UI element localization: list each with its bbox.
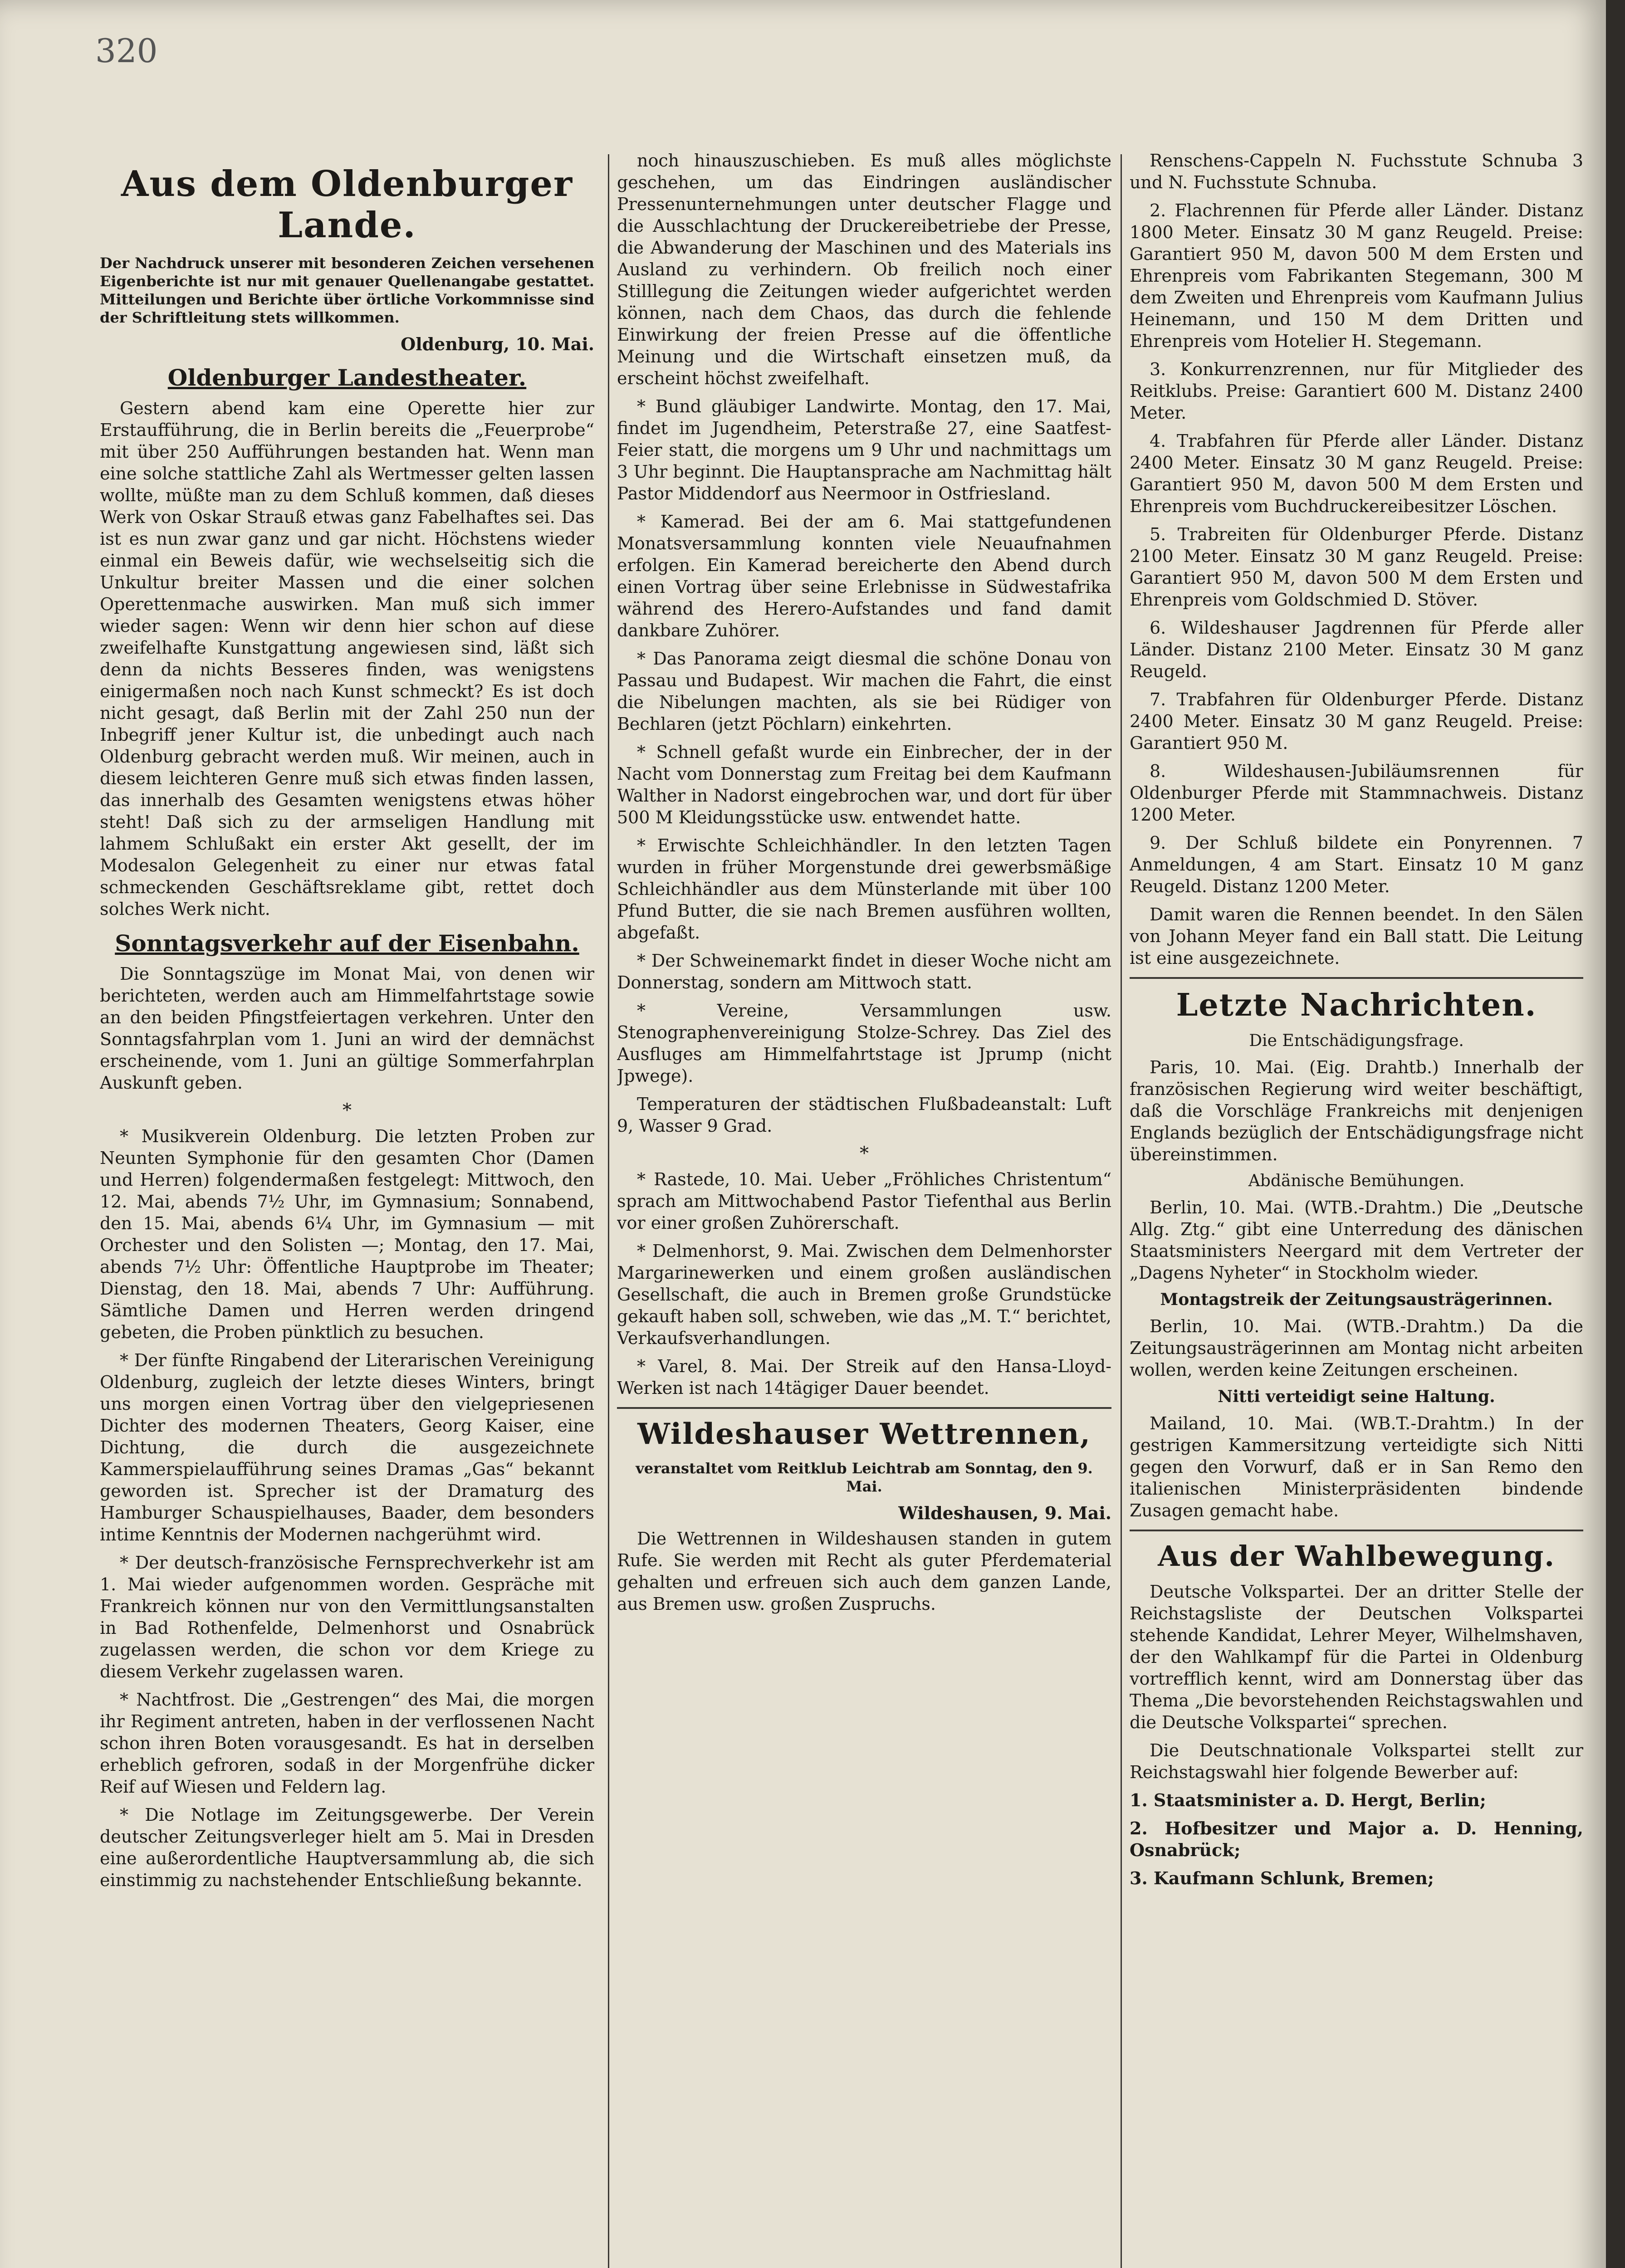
race-item: 6. Wildeshauser Jagdrennen für Pferde aller Länder. Distanz 2100 Meter. Einsatz 30 M ganz Reugeld. xyxy=(1130,618,1583,681)
column-2 xyxy=(617,150,1111,2268)
nitti-article: Mailand, 10. Mai. (WB.T.-Drahtm.) In der gestrigen Kammersitzung verteidigte sich Nitti gegen den Vorwurf, daß er in San Remo den italienischen Ministerpräsidenten bindende Zusagen gemacht habe. xyxy=(1130,1413,1583,1520)
separator-asterisk: * xyxy=(860,1143,869,1164)
candidate-item: 3. Kaufmann Schlunk, Bremen; xyxy=(1130,1868,1434,1888)
race-item: 5. Trabreiten für Oldenburger Pferde. Distanz 2100 Meter. Einsatz 30 M ganz Reugeld. Preise: Garantiert 950 M, davon 500 M dem Ersten und Ehrenpreis vom Goldschmied D. Stöver. xyxy=(1130,524,1583,610)
race-item: 2. Flachrennen für Pferde aller Länder. Distanz 1800 Meter. Einsatz 30 M ganz Reugeld. Preise: Garantiert 950 M, davon 500 M dem Ersten und Ehrenpreis vom Fabrikanten Stegemann, 300 M dem Zweiten und Ehrenpreis vom Kaufmann Julius Heinemann, und 150 M dem Dritten und Ehrenpreis vom Hotelier H. Stegemann. xyxy=(1130,200,1583,351)
frost-article: * Nachtfrost. Die „Gestrengen“ des Mai, die morgen ihr Regiment antreten, haben in der verflossenen Nacht schon ihren Boten vorausgesandt. Es hat in derselben erheblich gefroren, sodaß in der Morgenfrühe dicker Reif auf Wiesen und Feldern lag. xyxy=(100,1690,594,1797)
latest-news-heading: Letzte Nachrichten. xyxy=(1176,987,1537,1023)
rastede-article: * Rastede, 10. Mai. Ueber „Fröhliches Christentum“ sprach am Mittwochabend Pastor Tiefenthal aus Berlin vor einer großen Zuhörerschaft. xyxy=(617,1169,1111,1233)
race-subheading: veranstaltet vom Reitklub Leichtrab am Sonntag, den 9. Mai. xyxy=(636,1460,1093,1495)
newspaper-article-cont: noch hinauszuschieben. Es muß alles möglichste geschehen, um das Eindringen ausländischer Pressenunternehmungen unter deutscher Flagge und die Ausschlachtung der Druckereibetriebe der Presse, die Abwanderung der Maschinen und des Materials ins Ausland zu verhindern. Ob freilich noch einer Stilllegung die Zeitungen wieder aufgerichtet werden können, nach dem Chaos, das durch die fehlende Einwirkung der freien Presse auf die öffentliche Meinung und die Wirtschaft einsetzen muß, da erscheint höchst zweifelhaft. xyxy=(617,151,1111,388)
race-item: 9. Der Schluß bildete ein Ponyrennen. 7 Anmeldungen, 4 am Start. Einsatz 10 M ganz Reugeld. Distanz 1200 Meter. xyxy=(1130,833,1583,896)
book-binding xyxy=(1606,0,1625,2268)
traffic-heading: Sonntagsverkehr auf der Eisenbahn. xyxy=(115,930,579,957)
section-title: Aus dem Oldenburger Lande. xyxy=(121,163,573,246)
race-item: 7. Trabfahren für Oldenburger Pferde. Distanz 2400 Meter. Einsatz 30 M ganz Reugeld. Preise: Garantiert 950 M. xyxy=(1130,689,1583,753)
telephone-article: * Der deutsch-französische Fernsprechverkehr ist am 1. Mai wieder aufgenommen worden. Gespräche mit Frankreich können nur von den Vermittlungsanstalten in Bad Rothenfelde, Delmenhorst und Osnabrück zugelassen werden, die schon vor dem Kriege zu diesem Verkehr zugelassen waren. xyxy=(100,1553,594,1681)
race-item: 8. Wildeshausen-Jubiläumsrennen für Oldenburger Pferde mit Stammnachweis. Distanz 1200 Meter. xyxy=(1130,761,1583,825)
column-rule xyxy=(1121,154,1122,2268)
race-closing: Damit waren die Rennen beendet. In den Sälen von Johann Meyer fand ein Ball statt. Die Leitung ist eine ausgezeichnete. xyxy=(1130,904,1583,968)
candidate-item: 2. Hofbesitzer und Major a. D. Henning, Osnabrück; xyxy=(1130,1818,1583,1860)
race-heading: Wildeshauser Wettrennen, xyxy=(637,1417,1091,1451)
reprint-notice: Der Nachdruck unserer mit besonderen Zeichen versehenen Eigenberichte ist nur mit genauer Quellenangabe gestattet. Mitteilungen und Berichte über örtliche Vorkommnisse sind der Schriftleitung stets willkommen. xyxy=(100,254,594,326)
column-1 xyxy=(100,163,594,2268)
latest-news-subheading: Die Entschädigungsfrage. xyxy=(1249,1031,1464,1050)
election-heading: Aus der Wahlbewegung. xyxy=(1158,1540,1555,1573)
column-3 xyxy=(1130,150,1583,2268)
music-article: * Musikverein Oldenburg. Die letzten Proben zur Neunten Symphonie für den gesamten Chor (Damen und Herren) folgendermaßen festgelegt: Mittwoch, den 12. Mai, abends 7½ Uhr, im Gymnasium; Sonnabend, den 15. Mai, abends 6¼ Uhr, im Gymnasium — mit Orchester und den Solisten —; Montag, den 17. Mai, abends 7½ Uhr: Öffentliche Hauptprobe im Theater; Dienstag, den 18. Mai, abends 7 Uhr: Aufführung. Sämtliche Damen und Herren werden dringend gebeten, die Proben pünktlich zu besuchen. xyxy=(100,1126,594,1342)
race-article: Die Wettrennen in Wildeshausen standen in gutem Rufe. Sie werden mit Recht als guter Pferdematerial gehalten und erfreuen sich auch dem ganzen Lande, aus Bremen usw. großen Zuspruchs. xyxy=(617,1529,1111,1614)
dateline: Oldenburg, 10. Mai. xyxy=(401,334,594,354)
strike-article: Berlin, 10. Mai. (WTB.-Drahtm.) Da die Zeitungsausträgerinnen am Montag nicht arbeiten wollen, werden keine Zeitungen erscheinen. xyxy=(1130,1316,1583,1380)
theater-article: Gestern abend kam eine Operette hier zur Erstaufführung, die in Berlin bereits die „Feuerprobe“ mit über 250 Aufführungen bestanden hat. Wenn man eine solche stattliche Zahl als Wertmesser gelten lassen wollte, müßte man zu dem Schluß kommen, daß dieses Werk von Oskar Strauß etwas ganz Fabelhaftes sei. Das ist es nun zwar ganz und gar nicht. Höchstens wieder einmal ein Beweis dafür, wie wechselseitig sich die Unkultur breiter Massen und die einer solchen Operettenmache auswirken. Man muß sich immer wieder sagen: Wenn wir denn hier schon auf diese zweifelhafte Kunstgattung angewiesen sind, läßt sich denn da nichts Besseres finden, was wenigstens einigermaßen noch nach Kunst schmeckt? Es ist doch nicht gesagt, daß Berlin mit der Zahl 250 nun der Inbegriff jener Kultur ist, die unbedingt auch nach Oldenburg gebracht werden muß. Wir meinen, auch in diesem leichteren Genre muß sich etwas finden lassen, das innerhalb des Gesamten wenigstens etwas höher steht! Daß sich zu der armseligen Handlung mit lahmem Schlußakt ein erster Akt gesellt, der im Modesalon Gelegenheit zu einer nur etwas fatal schmeckenden Geschäftsreklame gibt, rettet doch solches Werk nicht. xyxy=(100,398,594,919)
farmers-article: * Bund gläubiger Landwirte. Montag, den 17. Mai, findet im Jugendheim, Peterstraße 27, eine Saatfest-Feier statt, die morgens um 9 Uhr und nachmittags um 3 Uhr beginnt. Die Hauptansprache am Nachmittag hält Pastor Middendorf aus Neermoor in Ostfriesland. xyxy=(617,396,1111,503)
election-article: Deutsche Volkspartei. Der an dritter Stelle der Reichstagsliste der Deutschen Volkspartei stehende Kandidat, Lehrer Meyer, Wilhelmshaven, der den Wahlkampf für die Partei in Oldenburg vortrefflich kennt, wird am Donnerstag über das Thema „Die bevorstehenden Reichstagswahlen und die Deutsche Volkspartei“ sprechen. xyxy=(1130,1582,1583,1732)
temperature-article: Temperaturen der städtischen Flußbadeanstalt: Luft 9, Wasser 9 Grad. xyxy=(617,1094,1111,1136)
theater-heading: Oldenburger Landestheater. xyxy=(167,364,527,391)
varel-article: * Varel, 8. Mai. Der Streik auf den Hansa-Lloyd-Werken ist nach 14tägiger Dauer beendet. xyxy=(617,1356,1111,1398)
newspaper-article: * Die Notlage im Zeitungsgewerbe. Der Verein deutscher Zeitungsverleger hielt am 5. Mai in Dresden eine außerordentliche Hauptversammlung ab, die sich einstimmig zu nachstehender Entschließung bekannte. xyxy=(100,1805,594,1890)
divider xyxy=(1130,977,1583,979)
ring-article: * Der fünfte Ringabend der Literarischen Vereinigung Oldenburg, zugleich der letzte dieses Winters, bringt uns morgen einen Vortrag über den vielgepriesenen Dichter des modernen Theaters, Georg Kaiser, eine Dichtung, die durch die ausgezeichnete Kammerspielaufführung seines Dramas „Gas“ bekannt geworden ist. Sprecher ist der Dramaturg des Hamburger Schauspielhauses, Baader, dem besonders intime Kenntnis der Modernen nachgerühmt wird. xyxy=(100,1350,594,1545)
smugglers-article: * Erwischte Schleichhändler. In den letzten Tagen wurden in früher Morgenstunde drei gewerbsmäßige Schleichhändler aus dem Münsterlande mit über 100 Pfund Butter, die sie nach Bremen ausführen wollten, abgefaßt. xyxy=(617,836,1111,943)
paris-article: Paris, 10. Mai. (Eig. Drahtb.) Innerhalb der französischen Regierung wird weiter beschäftigt, daß die Vorschläge Frankreichs mit denjenigen Englands bezüglich der Entschädigungsfrage nicht übereinstimmen. xyxy=(1130,1057,1583,1164)
election-list-intro: Die Deutschnationale Volkspartei stellt zur Reichstagswahl hier folgende Bewerber auf: xyxy=(1130,1740,1583,1782)
strike-subheading: Montagstreik der Zeitungsausträgerinnen. xyxy=(1160,1290,1553,1309)
danish-subheading: Abdänische Bemühungen. xyxy=(1248,1172,1465,1190)
race-item: 3. Konkurrenzrennen, nur für Mitglieder des Reitklubs. Preise: Garantiert 600 M. Distanz 2400 Meter. xyxy=(1130,359,1583,423)
page-number: 320 xyxy=(95,32,158,70)
race-dateline: Wildeshausen, 9. Mai. xyxy=(898,1503,1111,1523)
warriors-article: * Kamerad. Bei der am 6. Mai stattgefundenen Monatsversammlung konnten viele Neuaufnahmen erfolgen. Ein Kamerad bereicherte den Abend durch einen Vortrag über seine Erlebnisse in Südwestafrika während des Herero-Aufstandes und fand damit dankbare Zuhörer. xyxy=(617,512,1111,640)
column-rule xyxy=(608,154,609,2268)
delmenhorst-article: * Delmenhorst, 9. Mai. Zwischen dem Delmenhorster Margarinewerken und einem großen ausländischen Gesellschaft, die auch in Bremen große Grundstücke gekauft haben soll, schweben, wie das „M. T.“ berichtet, Verkaufsverhandlungen. xyxy=(617,1241,1111,1348)
separator-asterisk: * xyxy=(343,1100,352,1121)
candidate-item: 1. Staatsminister a. D. Hergt, Berlin; xyxy=(1130,1790,1486,1810)
burglary-article: * Schnell gefaßt wurde ein Einbrecher, der in der Nacht vom Donnerstag zum Freitag bei dem Kaufmann Walther in Nadorst eingebrochen war, und dort für über 500 M Kleidungsstücke usw. entwendet hatte. xyxy=(617,742,1111,827)
nitti-subheading: Nitti verteidigt seine Haltung. xyxy=(1218,1387,1495,1406)
clubs-article: * Vereine, Versammlungen usw. Stenographenvereinigung Stolze-Schrey. Das Ziel des Ausfluges am Himmelfahrtstage ist Jprump (nicht Jpwege). xyxy=(617,1001,1111,1086)
panorama-article: * Das Panorama zeigt diesmal die schöne Donau von Passau und Budapest. Wir machen die Fahrt, die einst die Nibelungen machten, als sie bei Rüdiger von Bechlaren (jetzt Pöchlarn) einkehrten. xyxy=(617,649,1111,734)
berlin-article: Berlin, 10. Mai. (WTB.-Drahtm.) Die „Deutsche Allg. Ztg.“ gibt eine Unterredung des dänischen Staatsministers Neergard mit dem Vertreter der „Dagens Nyheter“ in Stockholm wieder. xyxy=(1130,1198,1583,1283)
race-item: 4. Trabfahren für Pferde aller Länder. Distanz 2400 Meter. Einsatz 30 M ganz Reugeld. Preise: Garantiert 950 M, davon 500 M dem Ersten und Ehrenpreis vom Buchdruckereibesitzer Löschen. xyxy=(1130,431,1583,516)
traffic-article: Die Sonntagszüge im Monat Mai, von denen wir berichteten, werden auch am Himmelfahrtstage sowie an den beiden Pfingstfeiertagen verkehren. Unter den Sonntagsfahrplan vom 1. Juni an wird der demnächst erscheinende, vom 1. Juni an gültige Sommerfahrplan Auskunft geben. xyxy=(100,964,594,1093)
cattle-article: * Der Schweinemarkt findet in dieser Woche nicht am Donnerstag, sondern am Mittwoch statt. xyxy=(617,951,1111,992)
divider xyxy=(617,1407,1111,1409)
divider xyxy=(1130,1530,1583,1531)
race-article-cont: Renschens-Cappeln N. Fuchsstute Schnuba 3 und N. Fuchsstute Schnuba. xyxy=(1130,151,1583,192)
